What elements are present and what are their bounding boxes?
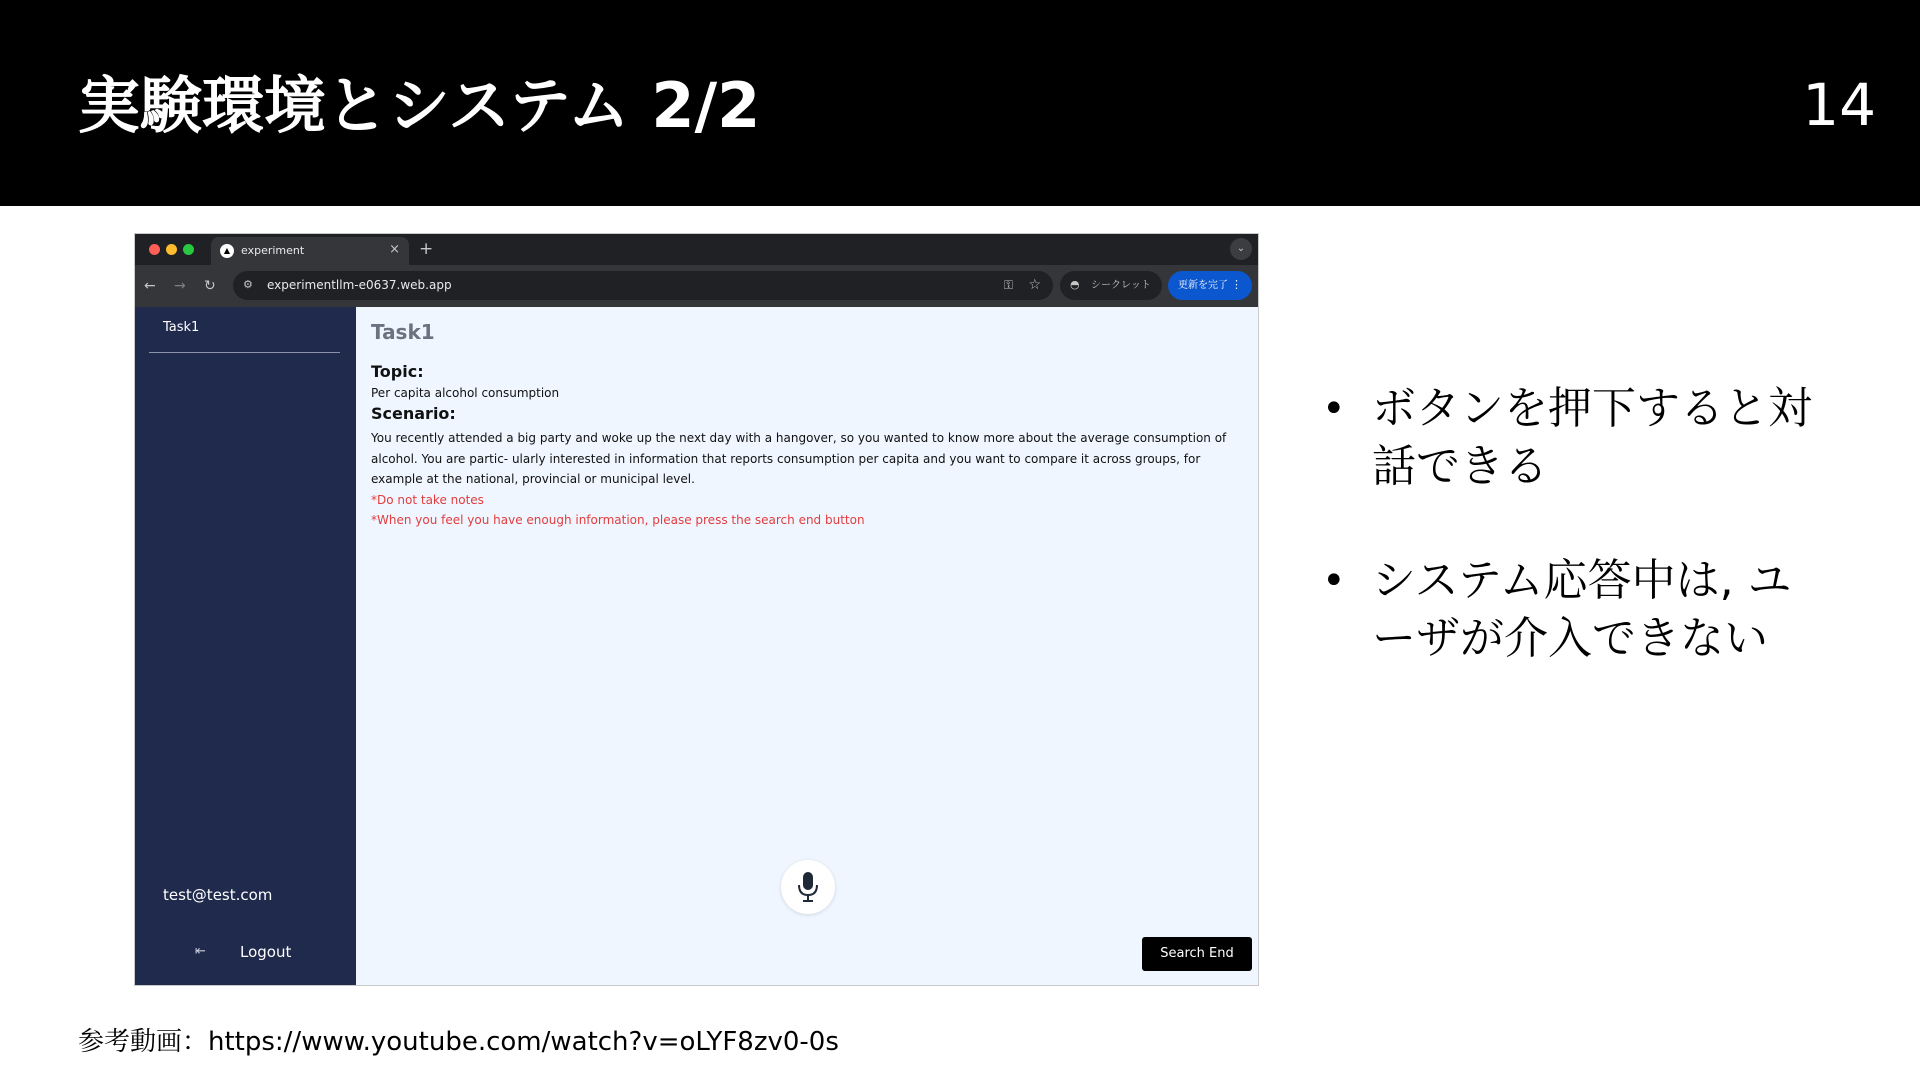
note-no-notes: *Do not take notes — [371, 493, 484, 507]
microphone-icon — [797, 871, 819, 903]
bullet-text: ボタンを押下すると対話できる — [1372, 383, 1812, 492]
incognito-label: シークレット — [1091, 280, 1151, 291]
update-label: 更新を完了 — [1178, 280, 1228, 291]
logout-icon: ⇤ — [195, 944, 206, 959]
star-icon[interactable]: ☆ — [1028, 277, 1041, 293]
user-email: test@test.com — [163, 886, 273, 904]
scenario-label: Scenario: — [371, 404, 456, 423]
tab-search-icon[interactable]: ⌄ — [1230, 238, 1252, 260]
note-search-end: *When you feel you have enough information, please press the search end button — [371, 513, 865, 527]
favicon-icon: ▲ — [220, 244, 234, 258]
tab-close-icon[interactable]: × — [389, 242, 400, 257]
window-zoom-dot[interactable] — [183, 244, 194, 255]
reference-video-link[interactable]: 参考動画：https://www.youtube.com/watch?v=oLYF8zv0-0s — [78, 1027, 839, 1057]
slide-title: 実験環境とシステム 2/2 — [78, 69, 761, 142]
page-viewport — [135, 307, 1258, 985]
key-icon[interactable]: ⚿ — [1003, 278, 1013, 292]
tab-strip — [135, 234, 1258, 265]
new-tab-icon[interactable]: + — [419, 239, 434, 259]
bullet-dot: • — [1322, 386, 1346, 432]
bullet-dot: • — [1322, 558, 1346, 604]
sidebar — [135, 307, 356, 985]
window-minimize-dot[interactable] — [166, 244, 177, 255]
site-settings-icon[interactable]: ⚙ — [243, 278, 253, 291]
search-end-button[interactable]: Search End — [1142, 937, 1252, 971]
forward-arrow-icon[interactable]: → — [174, 278, 186, 294]
browser-tab[interactable] — [211, 237, 409, 265]
bullet-text: システム応答中は, ユーザが介入できない — [1372, 555, 1792, 664]
scenario-text: You recently attended a big party and woke up the next day with a hangover, so you wanted to know more about the average consumption of alcohol. You are partic- ularly interested in information that reports consumption per capita and you want to compare it across groups, for example at the national, provincial or municipal level. — [371, 431, 1227, 486]
reload-icon[interactable]: ↻ — [204, 278, 216, 294]
logout-label: Logout — [240, 943, 292, 961]
slide-header — [0, 0, 1920, 206]
tab-title: experiment — [241, 244, 305, 257]
window-close-dot[interactable] — [149, 244, 160, 255]
microphone-button[interactable] — [781, 860, 835, 914]
topic-label: Topic: — [371, 362, 424, 381]
update-button[interactable] — [1168, 271, 1252, 300]
topic-value: Per capita alcohol consumption — [371, 386, 560, 400]
sidebar-divider — [149, 352, 340, 353]
incognito-badge[interactable] — [1060, 271, 1162, 300]
browser-screenshot — [135, 234, 1258, 985]
task-heading: Task1 — [371, 320, 435, 344]
address-bar[interactable] — [233, 271, 1053, 300]
browser-toolbar — [135, 265, 1258, 307]
back-arrow-icon[interactable]: ← — [144, 278, 156, 294]
sidebar-item-task1[interactable]: Task1 — [163, 320, 200, 335]
incognito-icon: ◓ — [1070, 278, 1080, 291]
more-vert-icon[interactable]: ⋮ — [1231, 278, 1242, 291]
slide-page-number: 14 — [1802, 71, 1876, 139]
url-text[interactable]: experimentllm-e0637.web.app — [267, 278, 452, 292]
main-content — [356, 307, 1258, 985]
